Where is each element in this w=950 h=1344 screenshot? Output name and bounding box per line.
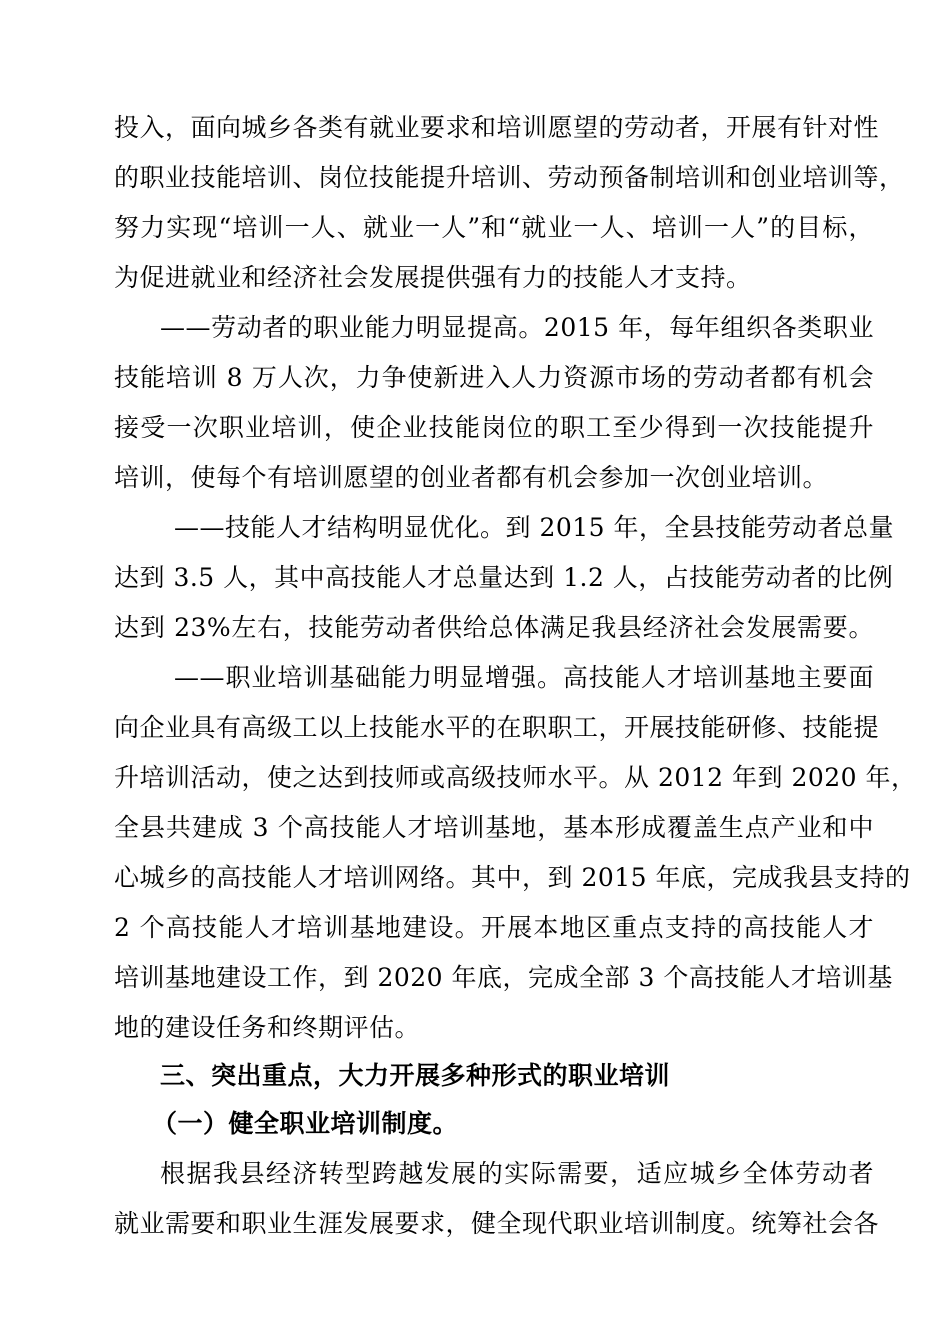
paragraph-line-23: 就业需要和职业生涯发展要求，健全现代职业培训制度。统筹社会各 <box>114 1209 880 1238</box>
paragraph-line-11: 达到 23%左右，技能劳动者供给总体满足我县经济社会发展需要。 <box>114 613 874 642</box>
paragraph-line-19: 地的建设任务和终期评估。 <box>114 1013 421 1042</box>
paragraph-line-5: ——劳动者的职业能力明显提高。2015 年，每年组织各类职业 <box>160 313 874 342</box>
paragraph-line-18: 培训基地建设工作，到 2020 年底，完成全部 3 个高技能人才培训基 <box>114 963 893 992</box>
paragraph-line-17: 2 个高技能人才培训基地建设。开展本地区重点支持的高技能人才 <box>114 913 874 942</box>
paragraph-line-6: 技能培训 8 万人次，力争使新进入人力资源市场的劳动者都有机会 <box>114 363 874 392</box>
paragraph-line-3: 努力实现“培训一人、就业一人”和“就业一人、培训一人”的目标， <box>114 213 874 242</box>
paragraph-line-14: 升培训活动，使之达到技师或高级技师水平。从 2012 年到 2020 年， <box>114 763 917 792</box>
paragraph-line-7: 接受一次职业培训，使企业技能岗位的职工至少得到一次技能提升 <box>114 413 874 442</box>
paragraph-line-16: 心城乡的高技能人才培训网络。其中，到 2015 年底，完成我县支持的 <box>114 863 911 892</box>
paragraph-line-9: ——技能人才结构明显优化。到 2015 年，全县技能劳动者总量 <box>174 513 895 542</box>
paragraph-line-10: 达到 3.5 人，其中高技能人才总量达到 1.2 人，占技能劳动者的比例 <box>114 563 894 592</box>
paragraph-line-4: 为促进就业和经济社会发展提供强有力的技能人才支持。 <box>114 263 752 292</box>
paragraph-line-1: 投入，面向城乡各类有就业要求和培训愿望的劳动者，开展有针对性 <box>114 113 880 142</box>
section-heading: 三、突出重点，大力开展多种形式的职业培训 <box>160 1061 671 1090</box>
paragraph-line-8: 培训，使每个有培训愿望的创业者都有机会参加一次创业培训。 <box>114 463 829 492</box>
paragraph-line-12: ——职业培训基础能力明显增强。高技能人才培训基地主要面 <box>174 663 874 692</box>
paragraph-line-2: 的职业技能培训、岗位技能提升培训、劳动预备制培训和创业培训等， <box>114 163 905 192</box>
paragraph-line-13: 向企业具有高级工以上技能水平的在职职工，开展技能研修、技能提 <box>114 713 880 742</box>
paragraph-line-22: 根据我县经济转型跨越发展的实际需要，适应城乡全体劳动者 <box>160 1159 874 1188</box>
subsection-heading: （一）健全职业培训制度。 <box>152 1109 459 1138</box>
paragraph-line-15: 全县共建成 3 个高技能人才培训基地，基本形成覆盖生点产业和中 <box>114 813 874 842</box>
